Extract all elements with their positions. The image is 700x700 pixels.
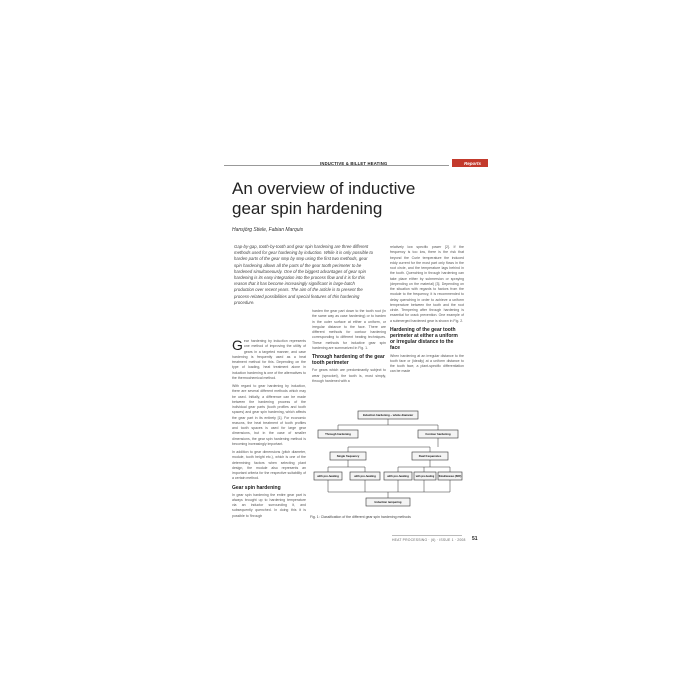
column-2 xyxy=(312,309,386,387)
journal-page xyxy=(224,159,488,546)
page-number: 51 xyxy=(472,536,478,542)
label-dual: Dual frequencies xyxy=(418,454,442,459)
reports-label: Reports xyxy=(464,160,482,166)
label-contour: Contour hardening xyxy=(425,432,451,437)
paragraph: In gear spin hardening the entire gear part is always brought up to hardening temperature via an inductor surrounding it, and subsequently quenched. In doing this it is possible to 'through xyxy=(232,492,306,518)
paragraph-text: ear hardening by induction represents one method of improving the utility of gears in a targeted manner, and case hardening is frequently used as a heat treatment method for this. Depending on the type of loading, heat treatment alone in induction hardening is one of the alternatives to the thermochemical method. xyxy=(232,339,306,380)
label-bottom: Induction tempering xyxy=(374,500,402,505)
paragraph: harden the gear part down to the tooth root (in the same way as case hardening) or to harden in the outer surface at either a uniform, or irregular distance to the face. There are different methods for contour hardening corresponding to different heating techniques. These methods for inductive gear spin hardening are summarized in Fig. 1. xyxy=(312,309,386,350)
classification-diagram xyxy=(310,405,466,525)
footer-rule xyxy=(392,535,462,536)
article-abstract: Gap-by-gap, tooth-by-tooth and gear spin hardening are three different methods used for gear hardening by induction. While it is only possible to harden parts of the gear step by step using the first two methods, gear spin hardening allows all the parts of the gear tooth perimeter to be hardened simultaneously. One of the biggest advantages of gear spin hardening is its easy integration into the process flow and it is for this reason that it has become increasingly significant in large-batch production over recent years. The aim of the article is to present the process-related possibilities and special features of this hardening procedure. xyxy=(234,244,374,305)
subheading: Hardening of the gear tooth perimeter at either a uniform or irregular distance to the face xyxy=(390,326,458,352)
label-single: Single frequency xyxy=(336,454,360,459)
column-1 xyxy=(232,339,306,522)
figure-caption: Fig. 1: Classification of the different gear spin hardening methods xyxy=(310,515,411,519)
paragraph: In addition to gear dimensions (pitch diameter, module, tooth height etc.), which is one of the determining factors when selecting plant design, the module also represents an important criteria for the respective suitability of a certain method. xyxy=(232,450,306,481)
label-leaf: with pre-heating xyxy=(387,474,409,479)
drop-cap: G xyxy=(232,337,243,353)
label-leaf: with pre-heating xyxy=(354,474,376,479)
journal-footer: HEAT PROCESSING · (6) · ISSUE 1 · 2008 xyxy=(392,538,466,542)
section-tag: INDUCTIVE & BILLET HEATING xyxy=(320,161,388,166)
label-leaf: with pre-heating xyxy=(317,474,339,479)
label-through: Through hardening xyxy=(325,432,351,437)
paragraph: relatively low specific power [2]. If the frequency is too low, there is the risk that beyond the Curie temperature the induced eddy current for the most part only flows in the root circle, and the temperature lags behind in the tooth. Quenching in through hardening can take place either by submersion or spraying (depending on the material) [3]. Depending on the situation with regards to factors from the module to the frequency, it is recommended to delay quenching in order to achieve a uniform temperature between the tooth and the root circle. Tempering after through hardening is essential for crack prevention. One example of a submerged hardened gear is shown in Fig. 2. xyxy=(390,245,464,323)
article-title: An overview of inductive gear spin hardening xyxy=(232,179,416,218)
subheading: Gear spin hardening xyxy=(232,484,281,491)
label-root: Induction hardening – whole diameter xyxy=(362,413,414,418)
label-leaf: Simultaneous (SDF) xyxy=(438,475,462,479)
paragraph: With regard to gear hardening by induction, there are several different methods which may be used. Initially, a difference can be made between the hardening process of the individual gear parts (tooth profiles and tooth spaces) and gear spin hardening, which affects the gear part in its entirety [1]. For economic reasons, the heat treatment of tooth profiles and tooth spaces is used for large gear dimensions, but in the case of smaller dimensions, the gear spin hardening method is becoming increasingly important. xyxy=(232,384,306,446)
paragraph xyxy=(232,339,306,381)
subheading: Through hardening of the gear tooth perimeter xyxy=(312,354,385,367)
paragraph: For gears which are predominantly subject to wear (sprocket), the tooth is, most simply, through hardened with a xyxy=(312,368,386,383)
label-leaf: with pre-heating xyxy=(415,475,435,479)
paragraph: When hardening at an irregular distance to the tooth face or (ideally) at a uniform distance to the tooth face, a plant-specific differentiation can be made xyxy=(390,353,464,374)
article-authors: Hansjörg Stiele, Fabian Marquis xyxy=(232,227,304,233)
column-3 xyxy=(390,245,464,378)
